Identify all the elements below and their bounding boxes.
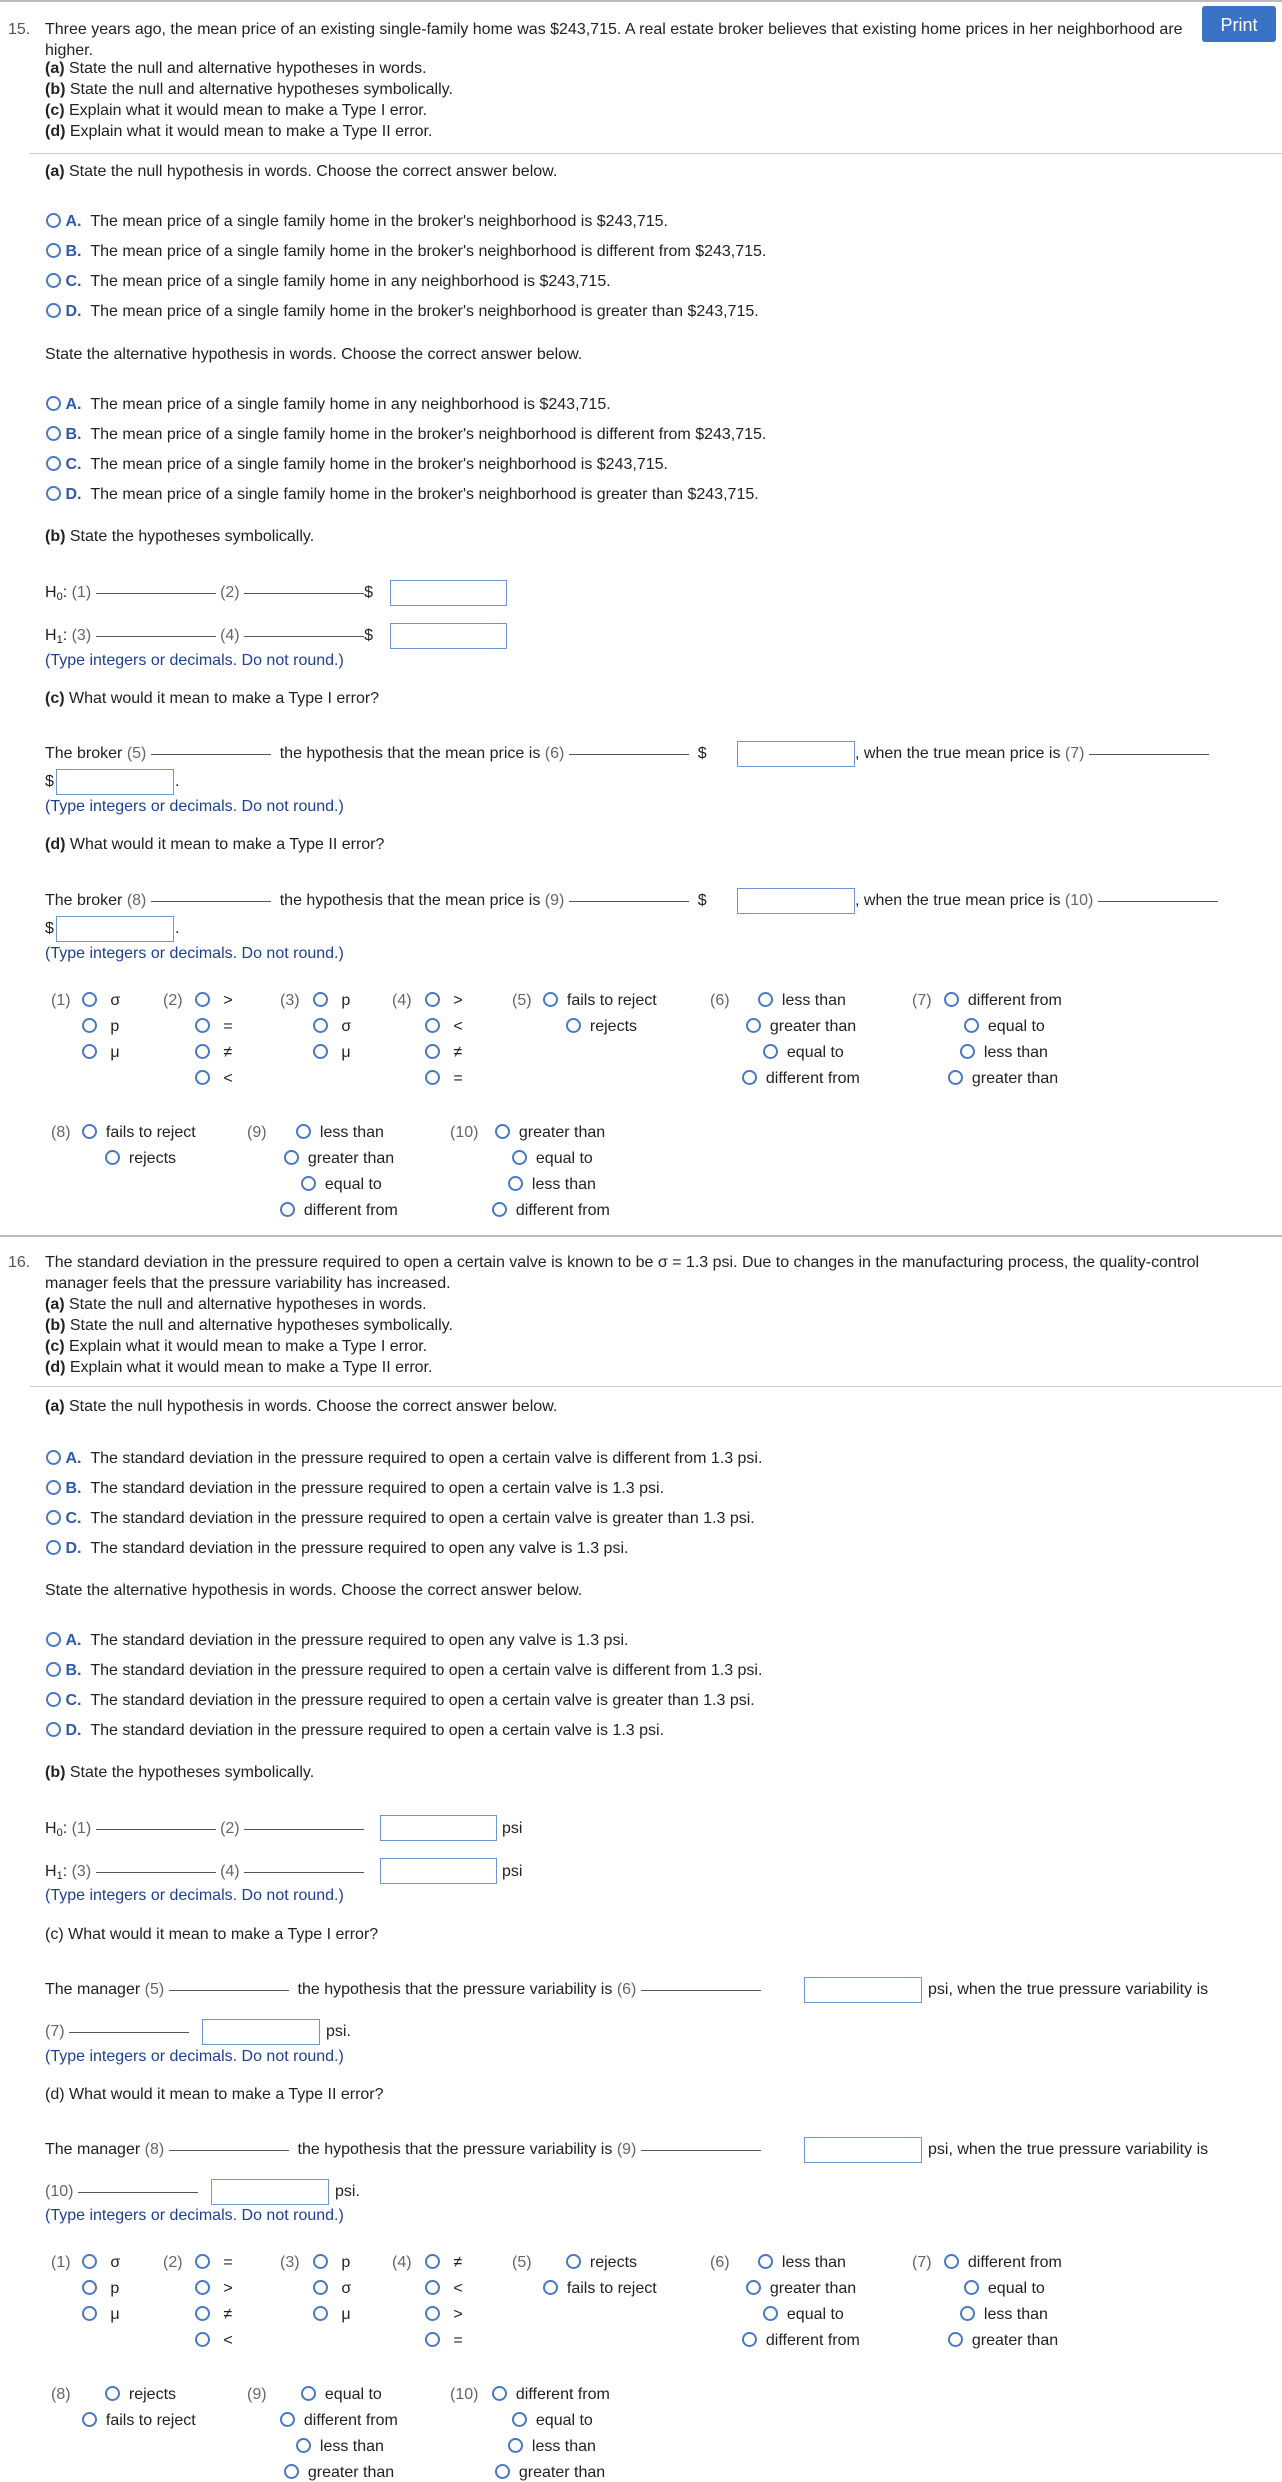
radio-icon[interactable] [82, 1044, 97, 1059]
radio-icon[interactable] [492, 2386, 507, 2401]
h0-value-input[interactable] [390, 580, 507, 606]
type2-value-input[interactable] [737, 888, 855, 914]
alt-option-c[interactable]: C. The standard deviation in the pressure required to open a certain valve is greater than 1.3 psi. [46, 1692, 755, 1710]
choice[interactable]: rejects [105, 1150, 176, 1168]
alt-option-a[interactable]: A. The mean price of a single family home in any neighborhood is $243,715. [46, 396, 611, 414]
task-c: (c) Explain what it would mean to make a Type I error. [45, 1338, 428, 1355]
question-number: 16. [8, 1254, 31, 1271]
choice[interactable]: fails to reject [543, 2280, 657, 2298]
choice[interactable]: ≠ [195, 2306, 232, 2324]
radio-icon[interactable] [46, 426, 61, 441]
null-option-b[interactable]: B. The standard deviation in the pressure required to open a certain valve is 1.3 psi. [46, 1480, 664, 1498]
h1-value-input[interactable] [390, 623, 507, 649]
choice[interactable]: equal to [512, 1150, 593, 1168]
alt-prompt: State the alternative hypothesis in words. Choose the correct answer below. [45, 1582, 583, 1599]
radio-icon[interactable] [46, 1540, 61, 1555]
radio-icon[interactable] [508, 1176, 523, 1191]
radio-icon[interactable] [425, 2306, 440, 2321]
radio-icon[interactable] [492, 1202, 507, 1217]
h0-row: $H_0$: (1) (2) $ [45, 584, 373, 603]
choice-list-label: (10) [450, 2386, 479, 2403]
question-divider [0, 1235, 1282, 1237]
choice[interactable]: less than [296, 1124, 384, 1142]
dropdown-2[interactable] [244, 1828, 364, 1830]
radio-icon[interactable] [313, 992, 328, 1007]
choice-list-label: (7) [912, 2254, 932, 2271]
choice-list-label: (1) [51, 992, 71, 1009]
choice[interactable]: < [425, 1018, 463, 1036]
h0-row: $H_0$: (1) (2) [45, 1820, 364, 1839]
choice[interactable]: different from [492, 1202, 610, 1220]
radio-icon[interactable] [301, 2386, 316, 2401]
choice[interactable]: rejects [566, 2254, 637, 2272]
radio-icon[interactable] [105, 1150, 120, 1165]
radio-icon[interactable] [758, 992, 773, 1007]
choice[interactable]: equal to [763, 2306, 844, 2324]
choice[interactable]: > [195, 2280, 233, 2298]
radio-icon[interactable] [195, 992, 210, 1007]
radio-icon[interactable] [195, 2280, 210, 2295]
dropdown-1[interactable] [96, 592, 216, 594]
radio-icon[interactable] [313, 1044, 328, 1059]
radio-icon[interactable] [82, 992, 97, 1007]
dropdown-4[interactable] [244, 635, 364, 637]
radio-icon[interactable] [195, 1070, 210, 1085]
radio-icon[interactable] [425, 2280, 440, 2295]
unit-label: $ [45, 920, 54, 937]
null-option-a[interactable]: A. The standard deviation in the pressure required to open a certain valve is different from 1.3 psi. [46, 1450, 762, 1468]
dropdown-8[interactable] [151, 900, 271, 902]
part-c-prompt: (c) What would it mean to make a Type I error? [45, 1926, 379, 1943]
type2-sentence-cont: psi, when the true pressure variability is [928, 2141, 1209, 2158]
question-statement: The standard deviation in the pressure required to open a certain valve is known to be σ = 1.3 psi. Due to changes in the manufacturing process, the quality-control [45, 1254, 1200, 1271]
dropdown-6[interactable] [569, 753, 689, 755]
choice[interactable]: fails to reject [82, 2412, 196, 2430]
choice[interactable]: less than [758, 992, 846, 1010]
hint-text: (Type integers or decimals. Do not round.) [45, 2048, 344, 2065]
radio-icon[interactable] [746, 1018, 761, 1033]
null-option-a[interactable]: A. The mean price of a single family home in the broker's neighborhood is $243,715. [46, 213, 668, 231]
choice[interactable]: equal to [301, 2386, 382, 2404]
radio-icon[interactable] [742, 2332, 757, 2347]
choice-list-label: (3) [280, 2254, 300, 2271]
radio-icon[interactable] [46, 243, 61, 258]
unit-label: $ [45, 773, 54, 790]
hint-text: (Type integers or decimals. Do not round.) [45, 945, 344, 962]
radio-icon[interactable] [763, 1044, 778, 1059]
choice[interactable]: equal to [763, 1044, 844, 1062]
radio-icon[interactable] [46, 396, 61, 411]
divider [30, 153, 1282, 154]
choice-list-label: (6) [710, 2254, 730, 2271]
radio-icon[interactable] [425, 1070, 440, 1085]
type2-sentence-cont: , when the true mean price is (10) [855, 892, 1218, 910]
dropdown-10[interactable] [78, 2191, 198, 2193]
radio-icon[interactable] [543, 992, 558, 1007]
choice[interactable]: < [425, 2280, 463, 2298]
h1-row: $H_1$: (3) (4) [45, 1863, 364, 1882]
task-a: (a) State the null and alternative hypotheses in words. [45, 60, 427, 77]
radio-icon[interactable] [46, 1450, 61, 1465]
radio-icon[interactable] [46, 303, 61, 318]
choice[interactable]: = [195, 2254, 233, 2272]
radio-icon[interactable] [512, 2412, 527, 2427]
unit-label: psi. [326, 2023, 351, 2040]
radio-icon[interactable] [425, 2254, 440, 2269]
radio-icon[interactable] [742, 1070, 757, 1085]
radio-icon[interactable] [566, 2254, 581, 2269]
choice-list-label: (9) [247, 1124, 267, 1141]
radio-icon[interactable] [425, 1044, 440, 1059]
divider [30, 1386, 1282, 1387]
choice[interactable]: = [195, 1018, 233, 1036]
unit-label: psi [502, 1820, 523, 1837]
null-option-b[interactable]: B. The mean price of a single family home in the broker's neighborhood is different from $243,715. [46, 243, 766, 261]
type1-value-input[interactable] [804, 1977, 922, 2003]
choice-list-label: (5) [512, 2254, 532, 2271]
choice[interactable]: less than [296, 2438, 384, 2456]
type1-sentence-line2: (7) [45, 2023, 189, 2041]
h0-value-input[interactable] [380, 1815, 497, 1841]
radio-icon[interactable] [425, 2332, 440, 2347]
hint-text: (Type integers or decimals. Do not round.) [45, 1887, 344, 1904]
radio-icon[interactable] [82, 2254, 97, 2269]
type2-sentence: The manager (8) the hypothesis that the pressure variability is (9) [45, 2141, 761, 2159]
dropdown-10[interactable] [1098, 900, 1218, 902]
choice[interactable]: less than [508, 1176, 596, 1194]
alt-option-a[interactable]: A. The standard deviation in the pressure required to open any valve is 1.3 psi. [46, 1632, 628, 1650]
choice[interactable]: μ [313, 2306, 351, 2324]
radio-icon[interactable] [195, 2254, 210, 2269]
choice[interactable]: ≠ [425, 2254, 462, 2272]
choice[interactable]: equal to [301, 1176, 382, 1194]
radio-icon[interactable] [280, 1202, 295, 1217]
radio-icon[interactable] [284, 2464, 299, 2479]
task-b: (b) State the null and alternative hypotheses symbolically. [45, 81, 453, 98]
radio-icon[interactable] [195, 1044, 210, 1059]
choice[interactable]: greater than [495, 1124, 605, 1142]
choice-list-label: (7) [912, 992, 932, 1009]
task-c: (c) Explain what it would mean to make a Type I error. [45, 102, 428, 119]
choice[interactable]: = [425, 1070, 463, 1088]
choice-list-label: (2) [163, 2254, 183, 2271]
period: . [175, 773, 180, 790]
choice[interactable]: less than [758, 2254, 846, 2272]
choice[interactable]: greater than [948, 1070, 1058, 1088]
null-option-d[interactable]: D. The standard deviation in the pressure required to open any valve is 1.3 psi. [46, 1540, 628, 1558]
part-b-prompt: (b) State the hypotheses symbolically. [45, 1764, 315, 1781]
choice[interactable]: different from [944, 992, 1062, 1010]
choice[interactable]: ≠ [195, 1044, 232, 1062]
radio-icon[interactable] [195, 1018, 210, 1033]
type1-sentence: The manager (5) the hypothesis that the pressure variability is (6) [45, 1981, 761, 1999]
task-b: (b) State the null and alternative hypotheses symbolically. [45, 1317, 453, 1334]
choice[interactable]: > [425, 992, 463, 1010]
radio-icon[interactable] [46, 1692, 61, 1707]
radio-icon[interactable] [763, 2306, 778, 2321]
choice-list-label: (9) [247, 2386, 267, 2403]
radio-icon[interactable] [758, 2254, 773, 2269]
dropdown-2[interactable] [244, 592, 364, 594]
radio-icon[interactable] [46, 1722, 61, 1737]
type2-sentence: The broker (8) the hypothesis that the mean price is (9) $ [45, 892, 707, 909]
radio-icon[interactable] [425, 1018, 440, 1033]
radio-icon[interactable] [508, 2438, 523, 2453]
choice-list-label: (2) [163, 992, 183, 1009]
choice[interactable]: different from [280, 2412, 398, 2430]
choice[interactable]: < [195, 1070, 233, 1088]
choice[interactable]: equal to [512, 2412, 593, 2430]
dropdown-5[interactable] [151, 753, 271, 755]
task-d: (d) Explain what it would mean to make a Type II error. [45, 1359, 433, 1376]
radio-icon[interactable] [301, 1176, 316, 1191]
choice[interactable]: greater than [746, 2280, 856, 2298]
hint-text: (Type integers or decimals. Do not round.) [45, 2207, 344, 2224]
radio-icon[interactable] [82, 2280, 97, 2295]
choice[interactable]: μ [82, 2306, 120, 2324]
radio-icon[interactable] [284, 1150, 299, 1165]
choice-list-label: (8) [51, 2386, 71, 2403]
choice[interactable]: σ [313, 1018, 351, 1036]
alt-prompt: State the alternative hypothesis in words. Choose the correct answer below. [45, 346, 583, 363]
radio-icon[interactable] [46, 1510, 61, 1525]
alt-option-d[interactable]: D. The standard deviation in the pressure required to open a certain valve is 1.3 psi. [46, 1722, 664, 1740]
radio-icon[interactable] [46, 1632, 61, 1647]
choice[interactable]: rejects [105, 2386, 176, 2404]
choice[interactable]: equal to [964, 1018, 1045, 1036]
period: . [175, 920, 180, 937]
type1-sentence: The broker (5) the hypothesis that the mean price is (6) $ [45, 745, 707, 762]
choice[interactable]: rejects [566, 1018, 637, 1036]
null-option-c[interactable]: C. The mean price of a single family home in any neighborhood is $243,715. [46, 273, 611, 291]
choice[interactable]: less than [960, 2306, 1048, 2324]
radio-icon[interactable] [296, 2438, 311, 2453]
print-button[interactable]: Print [1202, 6, 1276, 42]
choice-list-label: (8) [51, 1124, 71, 1141]
radio-icon[interactable] [948, 2332, 963, 2347]
choice[interactable]: < [195, 2332, 233, 2350]
type2-true-value-input[interactable] [211, 2179, 329, 2205]
task-d: (d) Explain what it would mean to make a Type II error. [45, 123, 433, 140]
dropdown-5[interactable] [169, 1989, 289, 1991]
radio-icon[interactable] [944, 2254, 959, 2269]
part-d-prompt: (d) What would it mean to make a Type II error? [45, 2086, 384, 2103]
choice[interactable]: different from [492, 2386, 610, 2404]
choice[interactable]: greater than [284, 1150, 394, 1168]
radio-icon[interactable] [944, 992, 959, 1007]
dropdown-3[interactable] [96, 635, 216, 637]
choice[interactable]: less than [960, 1044, 1048, 1062]
radio-icon[interactable] [313, 2306, 328, 2321]
part-d-prompt: (d) What would it mean to make a Type II error? [45, 836, 385, 853]
radio-icon[interactable] [960, 2306, 975, 2321]
dropdown-4[interactable] [244, 1871, 364, 1873]
dropdown-7[interactable] [69, 2031, 189, 2033]
type2-value-input[interactable] [804, 2137, 922, 2163]
type1-true-value-input[interactable] [56, 769, 174, 795]
choice[interactable]: different from [944, 2254, 1062, 2272]
radio-icon[interactable] [964, 2280, 979, 2295]
choice[interactable]: greater than [495, 2464, 605, 2482]
null-option-d[interactable]: D. The mean price of a single family home in the broker's neighborhood is greater than $243,715. [46, 303, 759, 321]
radio-icon[interactable] [313, 2280, 328, 2295]
part-b-prompt: (b) State the hypotheses symbolically. [45, 528, 315, 545]
part-a-prompt: (a) State the null hypothesis in words. Choose the correct answer below. [45, 1398, 558, 1415]
alt-option-b[interactable]: B. The mean price of a single family home in the broker's neighborhood is different from $243,715. [46, 426, 766, 444]
choice[interactable]: greater than [284, 2464, 394, 2482]
radio-icon[interactable] [46, 213, 61, 228]
radio-icon[interactable] [195, 2332, 210, 2347]
radio-icon[interactable] [280, 2412, 295, 2427]
hint-text: (Type integers or decimals. Do not round.) [45, 652, 344, 669]
radio-icon[interactable] [82, 2306, 97, 2321]
type2-sentence-line2: (10) [45, 2183, 198, 2201]
choice-list-label: (4) [392, 2254, 412, 2271]
radio-icon[interactable] [425, 992, 440, 1007]
alt-option-b[interactable]: B. The standard deviation in the pressure required to open a certain valve is different from 1.3 psi. [46, 1662, 762, 1680]
alt-option-c[interactable]: C. The mean price of a single family home in the broker's neighborhood is $243,715. [46, 456, 668, 474]
part-c-prompt: (c) What would it mean to make a Type I error? [45, 690, 380, 707]
dropdown-9[interactable] [569, 900, 689, 902]
radio-icon[interactable] [46, 1662, 61, 1677]
h1-row: $H_1$: (3) (4) $ [45, 627, 373, 646]
dropdown-9[interactable] [641, 2149, 761, 2151]
radio-icon[interactable] [46, 486, 61, 501]
choice[interactable]: fails to reject [82, 1124, 196, 1142]
choice[interactable]: σ [82, 992, 120, 1010]
top-border [0, 0, 1282, 2]
choice[interactable]: greater than [948, 2332, 1058, 2350]
type1-sentence-cont: , when the true mean price is (7) [855, 745, 1209, 763]
radio-icon[interactable] [82, 1124, 97, 1139]
radio-icon[interactable] [495, 2464, 510, 2479]
radio-icon[interactable] [964, 1018, 979, 1033]
choice-list-label: (5) [512, 992, 532, 1009]
radio-icon[interactable] [960, 1044, 975, 1059]
h1-value-input[interactable] [380, 1858, 497, 1884]
radio-icon[interactable] [82, 1018, 97, 1033]
task-a: (a) State the null and alternative hypotheses in words. [45, 1296, 427, 1313]
radio-icon[interactable] [746, 2280, 761, 2295]
choice[interactable]: ≠ [425, 1044, 462, 1062]
radio-icon[interactable] [195, 2306, 210, 2321]
type1-true-value-input[interactable] [202, 2019, 320, 2045]
choice[interactable]: p [313, 2254, 350, 2272]
choice-list-label: (1) [51, 2254, 71, 2271]
choice[interactable]: fails to reject [543, 992, 657, 1010]
choice-list-label: (3) [280, 992, 300, 1009]
null-option-c[interactable]: C. The standard deviation in the pressure required to open a certain valve is greater than 1.3 psi. [46, 1510, 755, 1528]
choice[interactable]: p [82, 1018, 119, 1036]
choice[interactable]: different from [742, 1070, 860, 1088]
dropdown-3[interactable] [96, 1871, 216, 1873]
radio-icon[interactable] [512, 1150, 527, 1165]
choice[interactable]: different from [742, 2332, 860, 2350]
dropdown-7[interactable] [1089, 753, 1209, 755]
choice[interactable]: > [195, 992, 233, 1010]
choice[interactable]: p [82, 2280, 119, 2298]
type1-sentence-cont: psi, when the true pressure variability is [928, 1981, 1209, 1998]
choice[interactable]: greater than [746, 1018, 856, 1036]
question-statement-cont: manager feels that the pressure variability has increased. [45, 1275, 451, 1292]
type2-true-value-input[interactable] [56, 916, 174, 942]
question-statement-cont: higher. [45, 42, 94, 59]
choice-list-label: (10) [450, 1124, 479, 1141]
choice[interactable]: different from [280, 1202, 398, 1220]
question-statement: Three years ago, the mean price of an existing single-family home was $243,715. A real estate broker believes that existing home prices in her neighborhood are [45, 21, 1183, 38]
radio-icon[interactable] [105, 2386, 120, 2401]
choice-list-label: (6) [710, 992, 730, 1009]
radio-icon[interactable] [46, 1480, 61, 1495]
question-number: 15. [8, 21, 31, 38]
choice[interactable]: σ [313, 2280, 351, 2298]
choice[interactable]: μ [313, 1044, 351, 1062]
unit-label: psi [502, 1863, 523, 1880]
unit-label: psi. [335, 2183, 360, 2200]
radio-icon[interactable] [948, 1070, 963, 1085]
alt-option-d[interactable]: D. The mean price of a single family home in the broker's neighborhood is greater than $243,715. [46, 486, 759, 504]
choice[interactable]: σ [82, 2254, 120, 2272]
radio-icon[interactable] [543, 2280, 558, 2295]
radio-icon[interactable] [566, 1018, 581, 1033]
radio-icon[interactable] [313, 1018, 328, 1033]
choice[interactable]: equal to [964, 2280, 1045, 2298]
choice[interactable]: = [425, 2332, 463, 2350]
type1-value-input[interactable] [737, 741, 855, 767]
hint-text: (Type integers or decimals. Do not round.) [45, 798, 344, 815]
radio-icon[interactable] [313, 2254, 328, 2269]
radio-icon[interactable] [296, 1124, 311, 1139]
part-a-prompt: (a) State the null hypothesis in words. Choose the correct answer below. [45, 163, 558, 180]
radio-icon[interactable] [82, 2412, 97, 2427]
dropdown-8[interactable] [169, 2149, 289, 2151]
choice-list-label: (4) [392, 992, 412, 1009]
choice[interactable]: > [425, 2306, 463, 2324]
radio-icon[interactable] [46, 456, 61, 471]
dropdown-6[interactable] [641, 1989, 761, 1991]
radio-icon[interactable] [495, 1124, 510, 1139]
choice[interactable]: less than [508, 2438, 596, 2456]
choice[interactable]: p [313, 992, 350, 1010]
dropdown-1[interactable] [96, 1828, 216, 1830]
radio-icon[interactable] [46, 273, 61, 288]
choice[interactable]: μ [82, 1044, 120, 1062]
